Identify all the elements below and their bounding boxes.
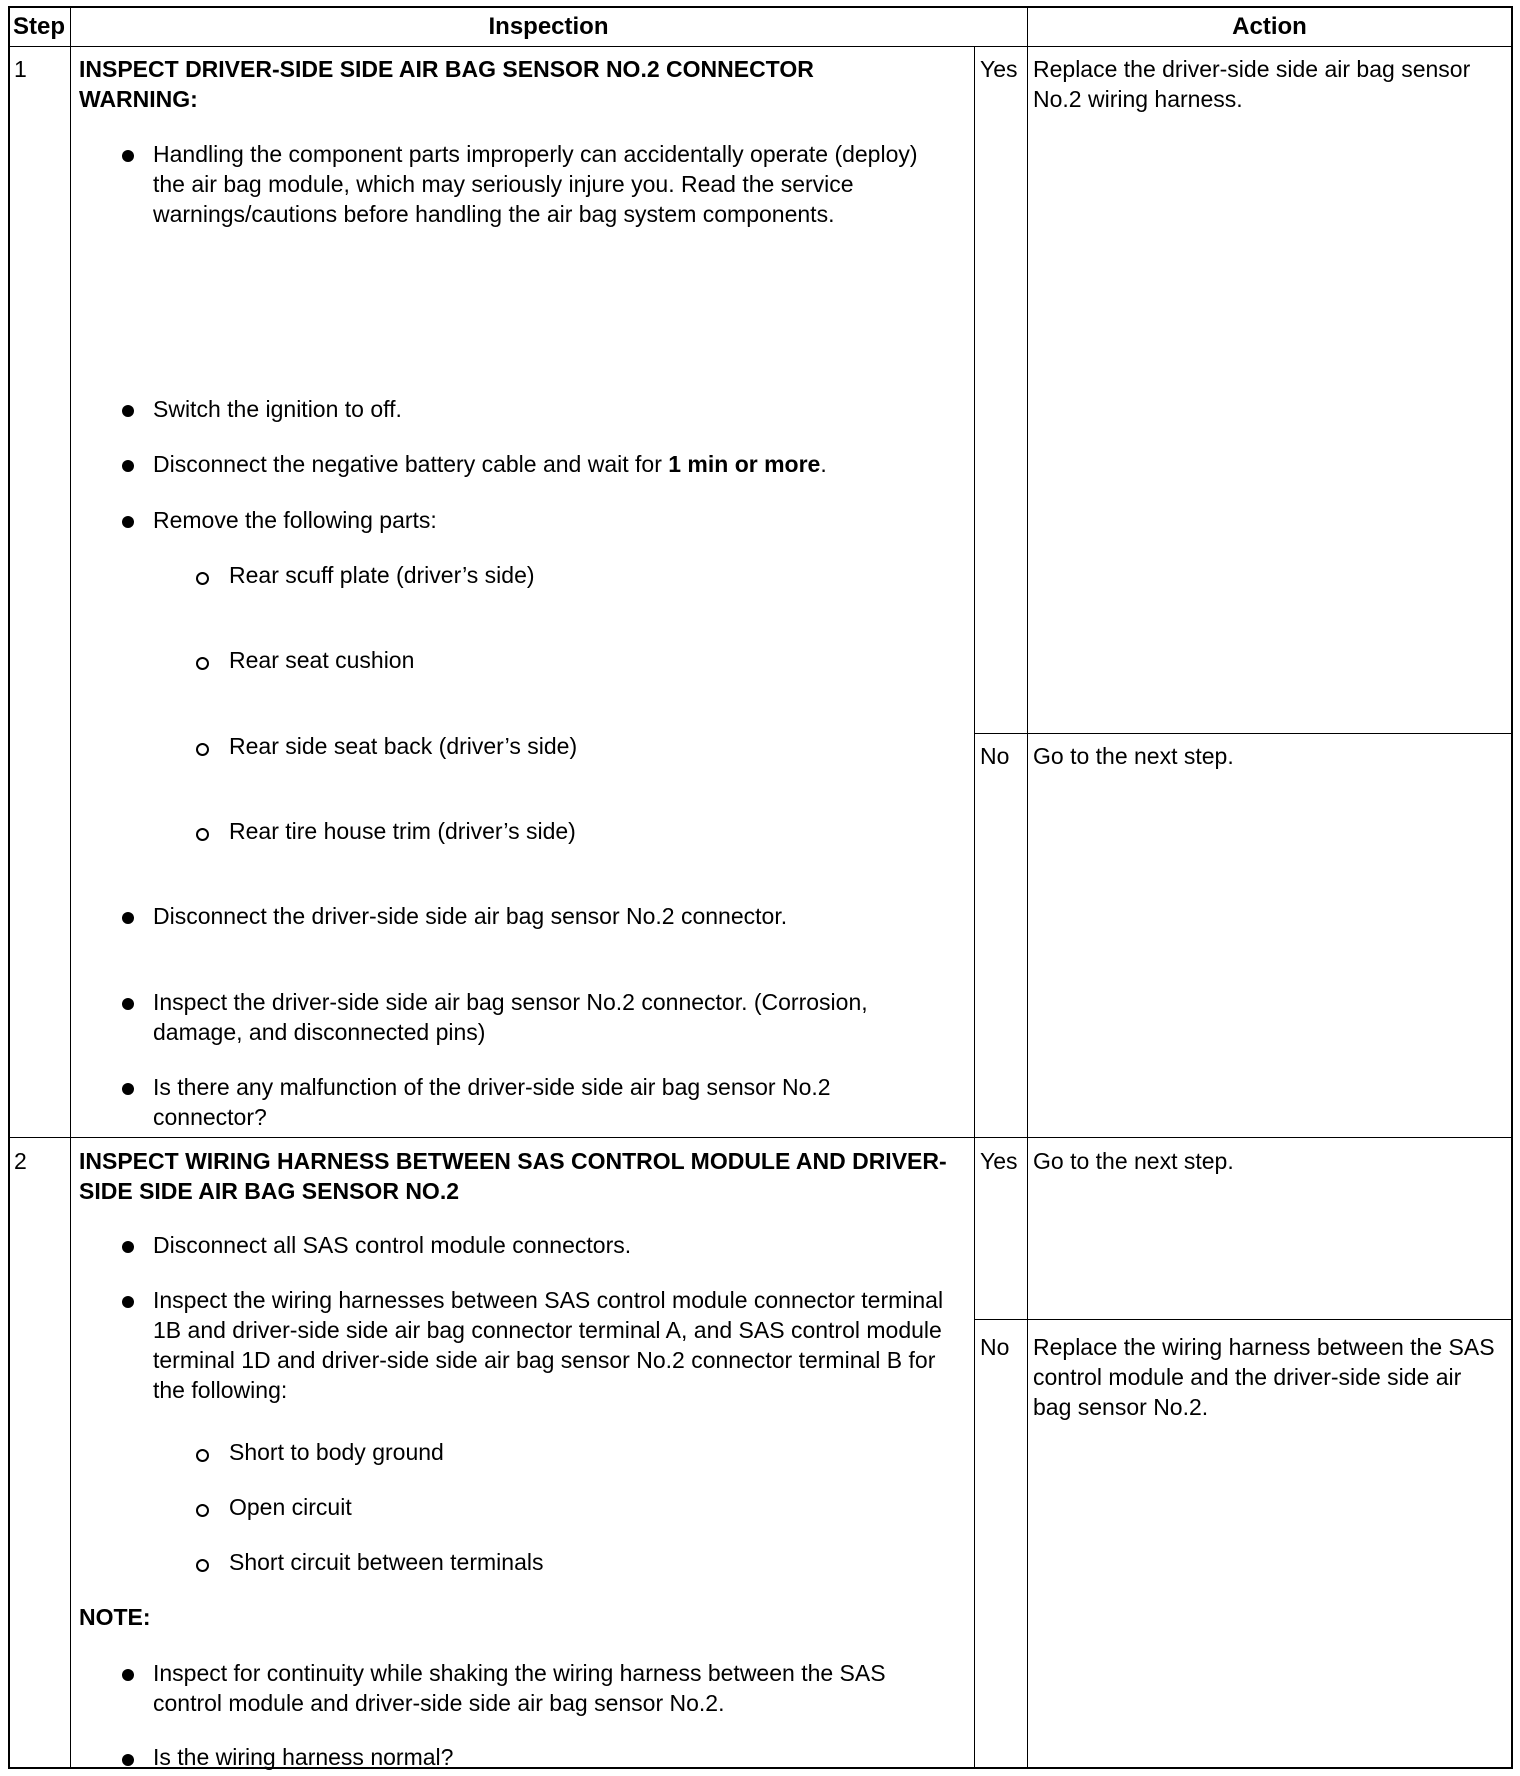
bullet-icon — [122, 1083, 134, 1095]
divider — [974, 46, 975, 1769]
circle-bullet-icon — [196, 1504, 209, 1517]
bullet-icon — [122, 405, 134, 417]
bullet-icon — [122, 460, 134, 472]
divider — [8, 46, 1512, 47]
circle-bullet-icon — [196, 1449, 209, 1462]
header-step: Step — [12, 13, 65, 40]
yes-action: Replace the driver-side side air bag sensor No.2 wiring harness. — [1033, 56, 1471, 112]
note-text: Inspect for continuity while shaking the wiring harness between the SAS control module and driver-side side air bag sensor No.2. — [153, 1660, 886, 1716]
divider — [1027, 6, 1028, 1769]
yes-label: Yes — [980, 56, 1018, 82]
circle-bullet-icon — [196, 828, 209, 841]
disconnect-step: Disconnect the driver-side side air bag sensor No.2 connector. — [153, 903, 788, 929]
bullet-icon — [122, 912, 134, 924]
no-label: No — [980, 743, 1010, 769]
part-item: Rear side seat back (driver’s side) — [229, 733, 578, 759]
header-inspection: Inspection — [488, 13, 609, 40]
circle-bullet-icon — [196, 657, 209, 670]
part-item: Rear tire house trim (driver’s side) — [229, 818, 576, 844]
bullet-icon — [122, 998, 134, 1010]
yes-action: Go to the next step. — [1033, 1148, 1234, 1174]
circle-bullet-icon — [196, 572, 209, 585]
part-item: Rear scuff plate (driver’s side) — [229, 562, 535, 588]
note-label: NOTE: — [79, 1604, 151, 1630]
inspect-step: Inspect the driver-side side air bag sensor No.2 connector. (Corrosion, damage, and disconnected pins) — [153, 989, 868, 1045]
divider — [974, 1319, 1512, 1320]
no-label: No — [980, 1334, 1010, 1360]
circle-bullet-icon — [196, 743, 209, 756]
divider — [974, 733, 1512, 734]
disconnect-step: Disconnect all SAS control module connectors. — [153, 1232, 632, 1258]
bullet-icon — [122, 1296, 134, 1308]
step-title: INSPECT DRIVER-SIDE SIDE AIR BAG SENSOR NO.2 CONNECTOR — [79, 56, 814, 82]
remove-step: Remove the following parts: — [153, 507, 437, 533]
inspection-table — [8, 6, 1514, 1770]
part-item: Rear seat cushion — [229, 647, 415, 673]
yes-label: Yes — [980, 1148, 1018, 1174]
bullet-icon — [122, 150, 134, 162]
warning-label: WARNING: — [79, 86, 198, 112]
ignition-step: Switch the ignition to off. — [153, 396, 402, 422]
warning-text: Handling the component parts improperly can accidentally operate (deploy) the air bag module, which may seriously injure you. Read the service warnings/cautions before handling the air bag system components. — [153, 141, 918, 227]
question-step: Is the wiring harness normal? — [153, 1744, 454, 1770]
circle-bullet-icon — [196, 1559, 209, 1572]
check-item: Short to body ground — [229, 1439, 444, 1465]
step-number: 1 — [14, 56, 27, 82]
bullet-icon — [122, 516, 134, 528]
no-action: Replace the wiring harness between the SAS control module and the driver-side side air bag sensor No.2. — [1033, 1334, 1495, 1420]
header-action: Action — [1232, 13, 1307, 40]
divider — [8, 1137, 1512, 1138]
inspect-step: Inspect the wiring harnesses between SAS control module connector terminal 1B and driver-side side air bag connector terminal A, and SAS control module terminal 1D and driver-side side air bag sensor No.2 connector terminal B for the following: — [153, 1287, 944, 1403]
step-number: 2 — [14, 1148, 27, 1174]
battery-step: Disconnect the negative battery cable and wait for 1 min or more. — [153, 451, 827, 477]
check-item: Short circuit between terminals — [229, 1549, 544, 1575]
check-item: Open circuit — [229, 1494, 352, 1520]
bullet-icon — [122, 1669, 134, 1681]
divider — [70, 6, 71, 1769]
bullet-icon — [122, 1754, 134, 1766]
question-step: Is there any malfunction of the driver-side side air bag sensor No.2 connector? — [153, 1074, 831, 1130]
bullet-icon — [122, 1241, 134, 1253]
no-action: Go to the next step. — [1033, 743, 1234, 769]
step-title: INSPECT WIRING HARNESS BETWEEN SAS CONTROL MODULE AND DRIVER-SIDE SIDE AIR BAG SENSOR NO.2 — [79, 1148, 947, 1204]
